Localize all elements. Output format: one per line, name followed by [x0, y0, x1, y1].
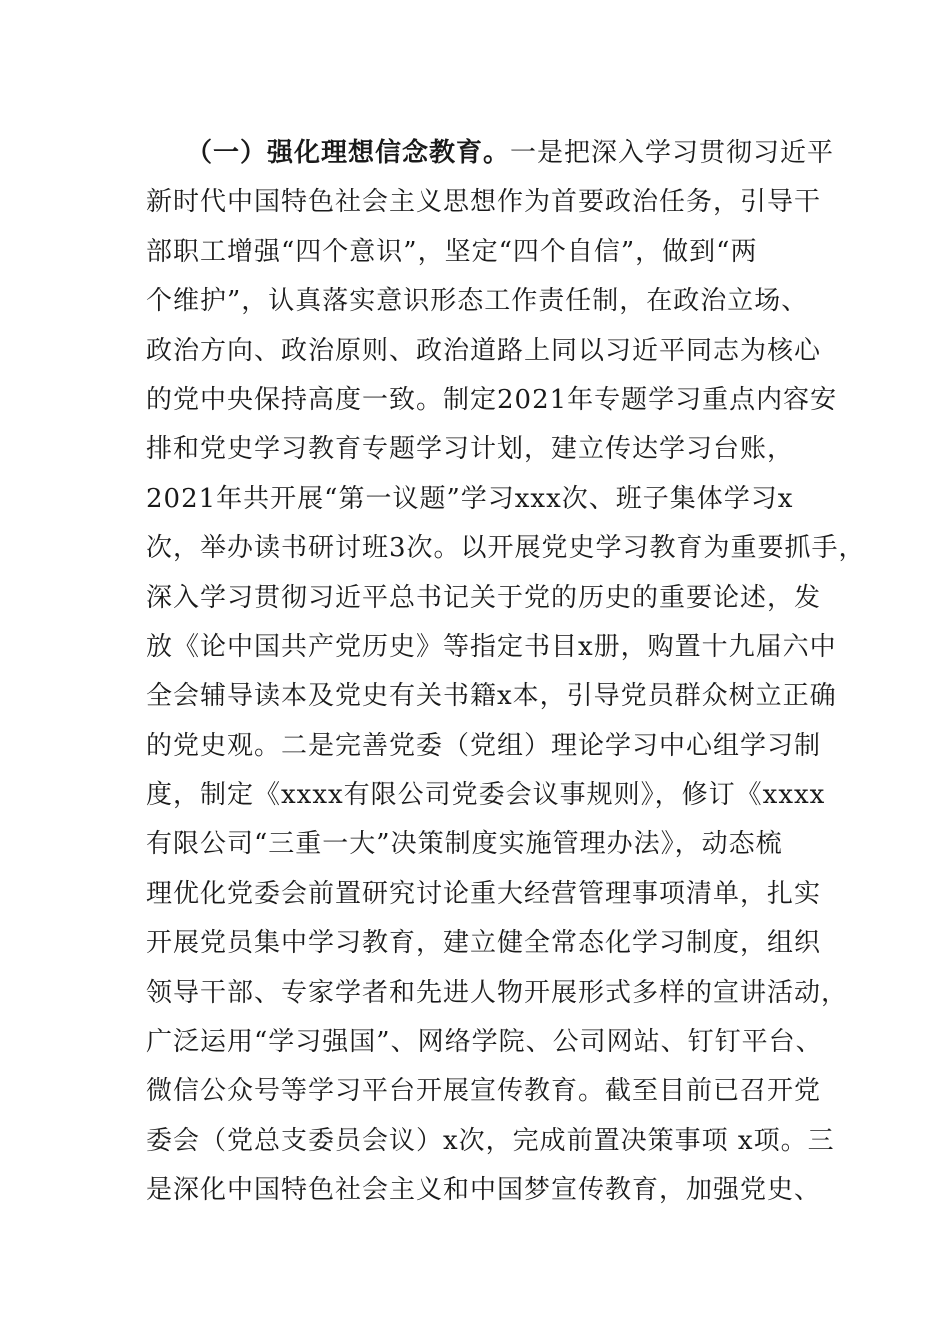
- paragraph-line: 2021年共开展“第一议题”学习xxx次、班子集体学习x: [146, 483, 794, 514]
- paragraph-line: 深入学习贯彻习近平总书记关于党的历史的重要论述，发: [146, 582, 822, 613]
- paragraph-line: 有限公司“三重一大”决策制度实施管理办法》，动态梳: [146, 829, 783, 860]
- paragraph-line: 排和党史学习教育专题学习计划，建立传达学习台账，: [146, 434, 795, 465]
- section-heading: （一）强化理想信念教育。: [186, 138, 511, 168]
- paragraph-line: 微信公众号等学习平台开展宣传教育。截至目前已召开党: [146, 1076, 822, 1107]
- paragraph-line: 部职工增强“四个意识”，坚定“四个自信”，做到“两: [146, 236, 758, 267]
- paragraph-line: 广泛运用“学习强国”、网络学院、公司网站、钉钉平台、: [146, 1027, 823, 1058]
- paragraph-line: 的党中央保持高度一致。制定2021年专题学习重点内容安: [146, 384, 838, 415]
- paragraph-line: 新时代中国特色社会主义思想作为首要政治任务，引导干: [146, 187, 822, 218]
- body-paragraph: [146, 129, 866, 1216]
- paragraph-line: 领导干部、专家学者和先进人物开展形式多样的宣讲活动，: [146, 977, 849, 1008]
- paragraph-line: 度，制定《xxxx有限公司党委会议事规则》，修订《xxxx: [146, 780, 826, 811]
- paragraph-line: 委会（党总支委员会议）x次，完成前置决策事项 x项。三: [146, 1125, 835, 1156]
- paragraph-line: 放《论中国共产党历史》等指定书目x册，购置十九届六中: [146, 631, 837, 662]
- paragraph-line: 理优化党委会前置研究讨论重大经营管理事项清单，扎实: [146, 878, 822, 909]
- paragraph-line: [146, 129, 835, 178]
- paragraph-line: 的党史观。二是完善党委（党组）理论学习中心组学习制: [146, 730, 822, 761]
- paragraph-line: 开展党员集中学习教育，建立健全常态化学习制度，组织: [146, 928, 822, 959]
- paragraph-line-text: 一是把深入学习贯彻习近平: [510, 138, 835, 168]
- paragraph-line: 政治方向、政治原则、政治道路上同以习近平同志为核心: [146, 335, 822, 366]
- paragraph-line: 是深化中国特色社会主义和中国梦宣传教育，加强党史、: [146, 1175, 822, 1206]
- paragraph-line: 个维护”，认真落实意识形态工作责任制，在政治立场、: [146, 286, 809, 317]
- paragraph-line: 全会辅导读本及党史有关书籍x本，引导党员群众树立正确: [146, 681, 837, 712]
- paragraph-line: 次，举办读书研讨班3次。以开展党史学习教育为重要抓手，: [146, 533, 866, 564]
